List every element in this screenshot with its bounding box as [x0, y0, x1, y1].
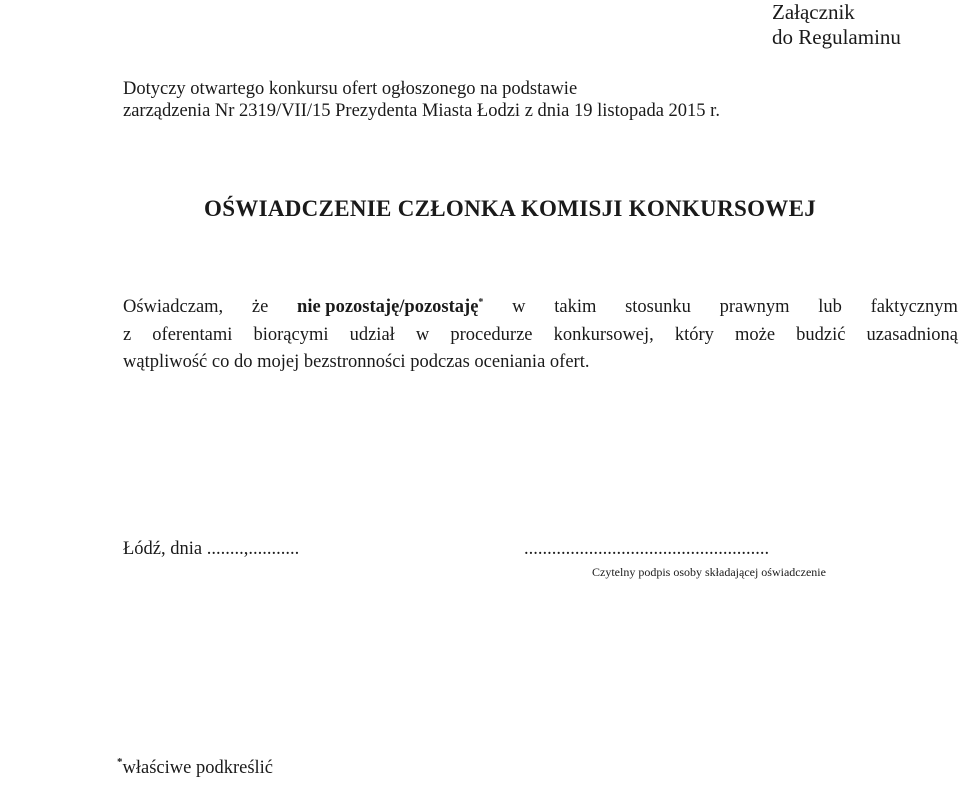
statement-word: budzić	[796, 324, 846, 345]
statement-line-2	[123, 322, 958, 350]
statement-word: procedurze	[450, 324, 533, 345]
statement-choice-text: nie pozostaję/pozostaję	[297, 297, 479, 317]
statement-word: może	[735, 324, 776, 345]
statement-line-3-text: wątpliwość co do mojej bezstronności podczas oceniania ofert.	[123, 352, 590, 372]
statement-word: że	[251, 297, 269, 317]
annex-line-2: do Regulaminu	[772, 25, 901, 49]
statement-word: prawnym	[719, 297, 790, 317]
statement-word: uzasadnioną	[866, 324, 958, 345]
statement-word: takim	[554, 297, 597, 317]
concerns-line-2: zarządzenia Nr 2319/VII/15 Prezydenta Miasta Łodzi z dnia 19 listopada 2015 r.	[123, 101, 720, 121]
statement-word: w	[415, 324, 430, 345]
annex-label	[772, 0, 901, 50]
statement-word: Oświadczam,	[123, 297, 224, 317]
footnote-marker: *	[478, 297, 484, 308]
document-title: OŚWIADCZENIE CZŁONKA KOMISJI KONKURSOWEJ	[204, 196, 817, 221]
statement-word: udział	[349, 324, 395, 345]
statement-word: który	[674, 324, 714, 345]
signature-line: .....................................................	[524, 539, 770, 559]
annex-line-1: Załącznik	[772, 0, 855, 24]
statement-word: biorącymi	[253, 324, 329, 345]
statement-word: konkursowej,	[553, 324, 654, 345]
statement-word: stosunku	[625, 297, 691, 317]
statement-word: z	[123, 324, 132, 345]
statement-line-1	[123, 294, 958, 322]
statement-word: w	[512, 297, 526, 317]
statement-word: oferentami	[152, 324, 233, 345]
footnote-mark: *	[117, 756, 123, 768]
statement-choice	[297, 294, 483, 322]
signature-caption: Czytelny podpis osoby składającej oświadczenie	[592, 565, 826, 579]
concerns-line-1: Dotyczy otwartego konkursu ofert ogłoszonego na podstawie	[123, 79, 578, 99]
statement-line-3	[123, 349, 958, 377]
footnote	[117, 758, 273, 779]
statement-paragraph	[123, 294, 958, 377]
statement-word: faktycznym	[870, 297, 958, 317]
footnote-text: właściwe podkreślić	[122, 758, 274, 778]
place-date-field: Łódź, dnia ........,...........	[123, 539, 300, 559]
concerns-note	[123, 78, 720, 122]
statement-word: lub	[818, 297, 842, 317]
